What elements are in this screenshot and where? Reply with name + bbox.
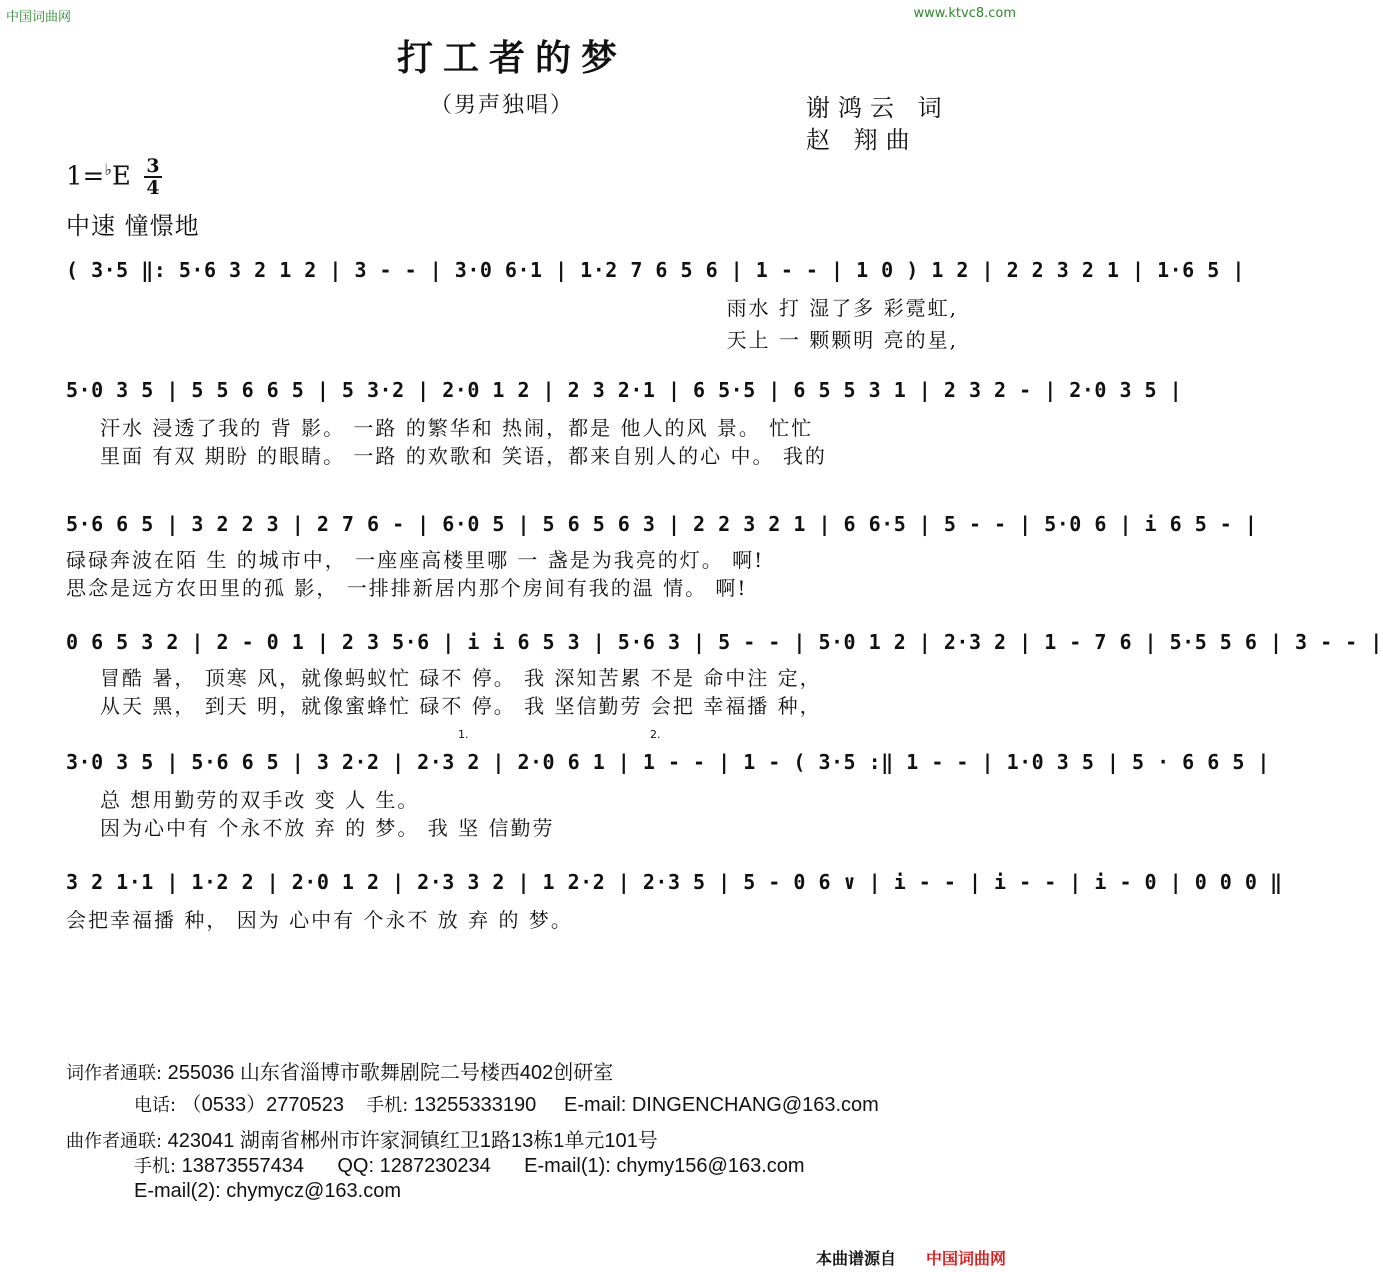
composer-contact-label: 曲作者通联: <box>66 1131 163 1152</box>
score-line-2-lyric-2: 里面 有双 期盼 的眼睛。 一路 的欢歌和 笑语，都来自别人的心 中。 我的 <box>100 444 827 468</box>
lyricist-mobile-label: 手机: <box>366 1095 409 1116</box>
source-site: 中国词曲网 <box>926 1249 1007 1268</box>
source-label: 本曲谱源自 <box>816 1249 897 1268</box>
score-line-5-lyric-2: 因为心中有 个永不放 弃 的 梦。 我 坚 信勤劳 <box>100 816 555 840</box>
key-note: E <box>111 161 131 192</box>
score-line-6-notes: 3 2 1·1 | 1·2 2 | 2·0 1 2 | 2·3 3 2 | 1 2·2 | 2·3 5 | 5 - 0 6 ∨ | i - - | i - - | i - 0 | 0 0 0 ‖ <box>66 870 1283 894</box>
key-prefix: 1= <box>66 161 105 192</box>
score-line-4-notes: 0 6 5 3 2 | 2 - 0 1 | 2 3 5·6 | i i 6 5 3 | 5·6 3 | 5 - - | 5·0 1 2 | 2·3 2 | 1 - 7 6 | 5·5 5 6 | 3 - - | <box>66 630 1383 654</box>
flat-symbol: ♭ <box>104 160 112 179</box>
score-line-1-lyric-2: 天上 一 颗颗明 亮的星, <box>726 328 958 352</box>
watermark-left: 中国词曲网 <box>6 10 72 25</box>
composer-mobile: 13873557434 <box>181 1155 304 1177</box>
score-line-4-lyric-2: 从天 黑， 到天 明，就像蜜蜂忙 碌不 停。 我 坚信勤劳 会把 幸福播 种， <box>100 694 822 718</box>
composer-credit: 赵 翔曲 <box>806 126 918 154</box>
volta-1-mark: 1. <box>458 728 469 741</box>
composer-phone-row <box>134 1152 805 1178</box>
composer-email-2: E-mail(2): chymycz@163.com <box>134 1180 402 1202</box>
composer-qq: QQ: 1287230234 <box>337 1155 491 1177</box>
composer-address: 423041 湖南省郴州市许家洞镇红卫1路13栋1单元101号 <box>167 1130 658 1152</box>
score-line-2-notes: 5·0 3 5 | 5 5 6 6 5 | 5 3·2 | 2·0 1 2 | 2 3 2·1 | 6 5·5 | 6 5 5 3 1 | 2 3 2 - | 2·0 3 5 | <box>66 378 1183 402</box>
time-bottom: 4 <box>144 176 162 198</box>
composer-email-1: E-mail(1): chymy156@163.com <box>524 1155 805 1177</box>
score-line-3-notes: 5·6 6 5 | 3 2 2 3 | 2 7 6 - | 6·0 5 | 5 6 5 6 3 | 2 2 3 2 1 | 6 6·5 | 5 - - | 5·0 6 | i 6 5 - | <box>66 512 1258 536</box>
lyricist-email: E-mail: DINGENCHANG@163.com <box>564 1094 879 1116</box>
score-line-5-lyric-1: 总 想用勤劳的双手改 变 人 生。 <box>100 788 420 812</box>
song-title: 打工者的梦 <box>396 37 627 79</box>
score-line-5-notes: 3·0 3 5 | 5·6 6 5 | 3 2·2 | 2·3 2 | 2·0 6 1 | 1 - - | 1 - ( 3·5 :‖ 1 - - | 1·0 3 5 | 5 · 6 6 5 | <box>66 750 1270 774</box>
tempo-marking: 中速 憧憬地 <box>66 212 200 240</box>
lyricist-phone: （0533）2770523 <box>181 1094 344 1116</box>
time-top: 3 <box>146 155 160 177</box>
volta-2-mark: 2. <box>650 728 661 741</box>
score-line-6-lyric-1: 会把幸福播 种， 因为 心中有 个永不 放 弃 的 梦。 <box>66 908 573 932</box>
lyricist-contact-label: 词作者通联: <box>66 1063 163 1084</box>
lyricist-mobile: 13255333190 <box>413 1094 537 1116</box>
score-line-1-lyric-1: 雨水 打 湿了多 彩霓虹, <box>726 296 958 320</box>
lyricist-phone-label: 电话: <box>134 1095 177 1116</box>
score-line-3-lyric-2: 思念是远方农田里的孤 影， 一排排新居内那个房间有我的温 情。 啊! <box>66 576 748 600</box>
song-subtitle: （男声独唱） <box>430 93 575 118</box>
lyricist-credit: 谢鸿云 词 <box>806 94 950 122</box>
composer-mobile-label: 手机: <box>134 1156 177 1177</box>
key-signature <box>66 160 131 192</box>
time-signature <box>144 156 162 198</box>
score-line-4-lyric-1: 冒酷 暑， 顶寒 风，就像蚂蚁忙 碌不 停。 我 深知苦累 不是 命中注 定， <box>100 666 822 690</box>
score-line-2-lyric-1: 汗水 浸透了我的 背 影。 一路 的繁华和 热闹，都是 他人的风 景。 忙忙 <box>100 416 814 440</box>
lyricist-phone-row <box>134 1088 879 1117</box>
lyricist-contact-row <box>66 1056 613 1085</box>
lyricist-address: 255036 山东省淄博市歌舞剧院二号楼西402创研室 <box>167 1062 614 1084</box>
watermark-right: www.ktvc8.com <box>913 6 1016 21</box>
composer-contact-row <box>66 1124 658 1153</box>
score-line-3-lyric-1: 碌碌奔波在陌 生 的城市中， 一座座高楼里哪 一 盏是为我亮的灯。 啊! <box>66 548 765 572</box>
score-line-1-notes: ( 3·5 ‖: 5·6 3 2 1 2 | 3 - - | 3·0 6·1 | 1·2 7 6 5 6 | 1 - - | 1 0 ) 1 2 | 2 2 3 2 1 | 1·6 5 | <box>66 258 1245 282</box>
